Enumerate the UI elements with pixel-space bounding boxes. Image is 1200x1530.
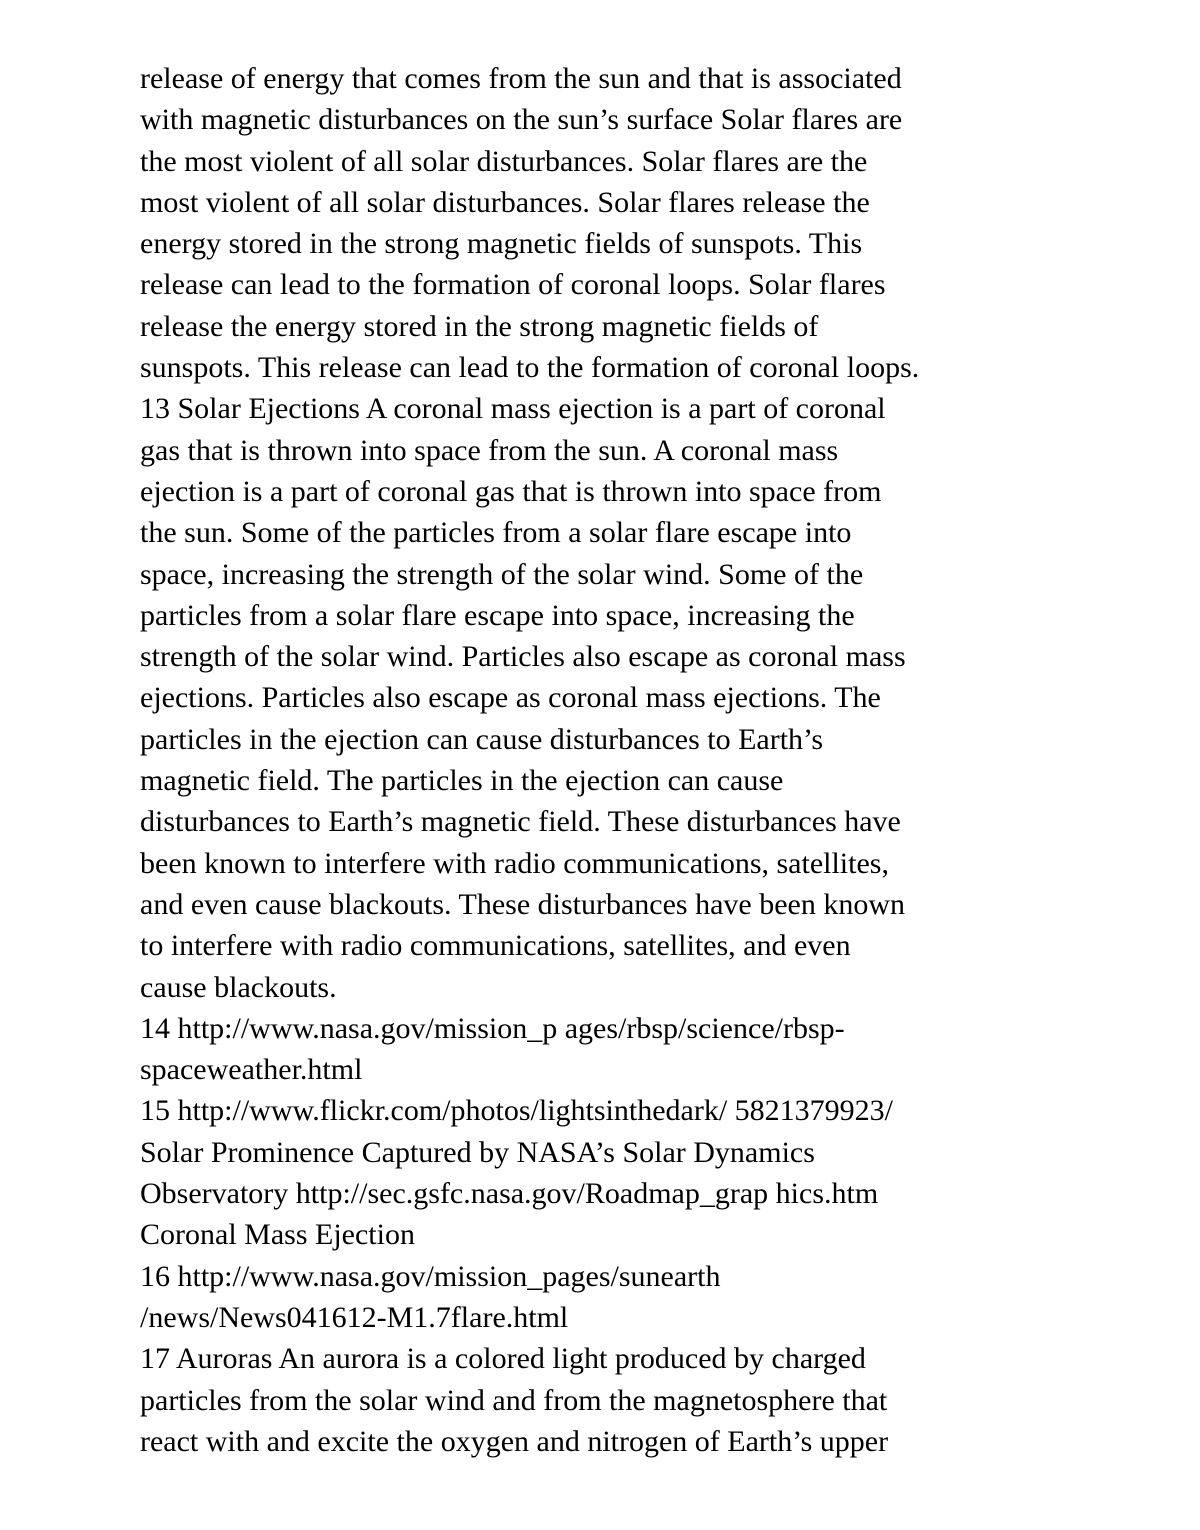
footnote-line: Coronal Mass Ejection: [140, 1218, 415, 1252]
text-line: particles from the solar wind and from the magnetosphere that: [140, 1383, 888, 1417]
text-line: release of energy that comes from the sun and that is associated: [140, 62, 902, 95]
footnote-line: Observatory http://sec.gsfc.nasa.gov/Roadmap_grap hics.htm: [140, 1177, 879, 1211]
text-line: magnetic field. The particles in the ejection can cause: [140, 764, 784, 798]
text-line: react with and excite the oxygen and nitrogen of Earth’s upper: [140, 1424, 889, 1458]
text-line: most violent of all solar disturbances. Solar flares release the: [140, 185, 870, 219]
footnote-line: 16 http://www.nasa.gov/mission_pages/sunearth: [140, 1259, 721, 1293]
text-line: gas that is thrown into space from the sun. A coronal mass: [140, 433, 839, 467]
text-line: been known to interfere with radio communications, satellites,: [140, 846, 889, 880]
document-body: [140, 58, 1080, 1462]
text-line: disturbances to Earth’s magnetic field. These disturbances have: [140, 805, 901, 839]
text-line: to interfere with radio communications, satellites, and even: [140, 929, 851, 963]
text-line: 17 Auroras An aurora is a colored light produced by charged: [140, 1342, 866, 1376]
text-line: the most violent of all solar disturbances. Solar flares are the: [140, 144, 868, 178]
text-line: strength of the solar wind. Particles also escape as coronal mass: [140, 640, 906, 674]
text-line: release can lead to the formation of coronal loops. Solar flares: [140, 268, 886, 302]
text-line: and even cause blackouts. These disturbances have been known: [140, 887, 906, 921]
footnote-line: 15 http://www.flickr.com/photos/lightsinthedark/ 5821379923/: [140, 1094, 894, 1128]
text-line: sunspots. This release can lead to the formation of coronal loops.: [140, 351, 920, 385]
footnote-line: Solar Prominence Captured by NASA’s Solar Dynamics: [140, 1135, 815, 1169]
text-line: ejections. Particles also escape as coronal mass ejections. The: [140, 681, 881, 715]
footnote-line: 14 http://www.nasa.gov/mission_p ages/rbsp/science/rbsp-: [140, 1011, 845, 1045]
text-line: particles from a solar flare escape into space, increasing the: [140, 598, 855, 632]
footnote-line: /news/News041612-M1.7flare.html: [140, 1300, 569, 1334]
text-line: particles in the ejection can cause disturbances to Earth’s: [140, 722, 824, 756]
text-line: cause blackouts.: [140, 970, 337, 1004]
text-line: with magnetic disturbances on the sun’s surface Solar flares are: [140, 103, 903, 137]
footnote-line: spaceweather.html: [140, 1053, 363, 1087]
text-line: 13 Solar Ejections A coronal mass ejection is a part of coronal: [140, 392, 886, 426]
text-line: space, increasing the strength of the solar wind. Some of the: [140, 557, 864, 591]
text-line: ejection is a part of coronal gas that is thrown into space from: [140, 474, 882, 508]
text-line: energy stored in the strong magnetic fields of sunspots. This: [140, 227, 863, 261]
text-line: release the energy stored in the strong magnetic fields of: [140, 309, 819, 343]
text-line: the sun. Some of the particles from a solar flare escape into: [140, 516, 852, 550]
